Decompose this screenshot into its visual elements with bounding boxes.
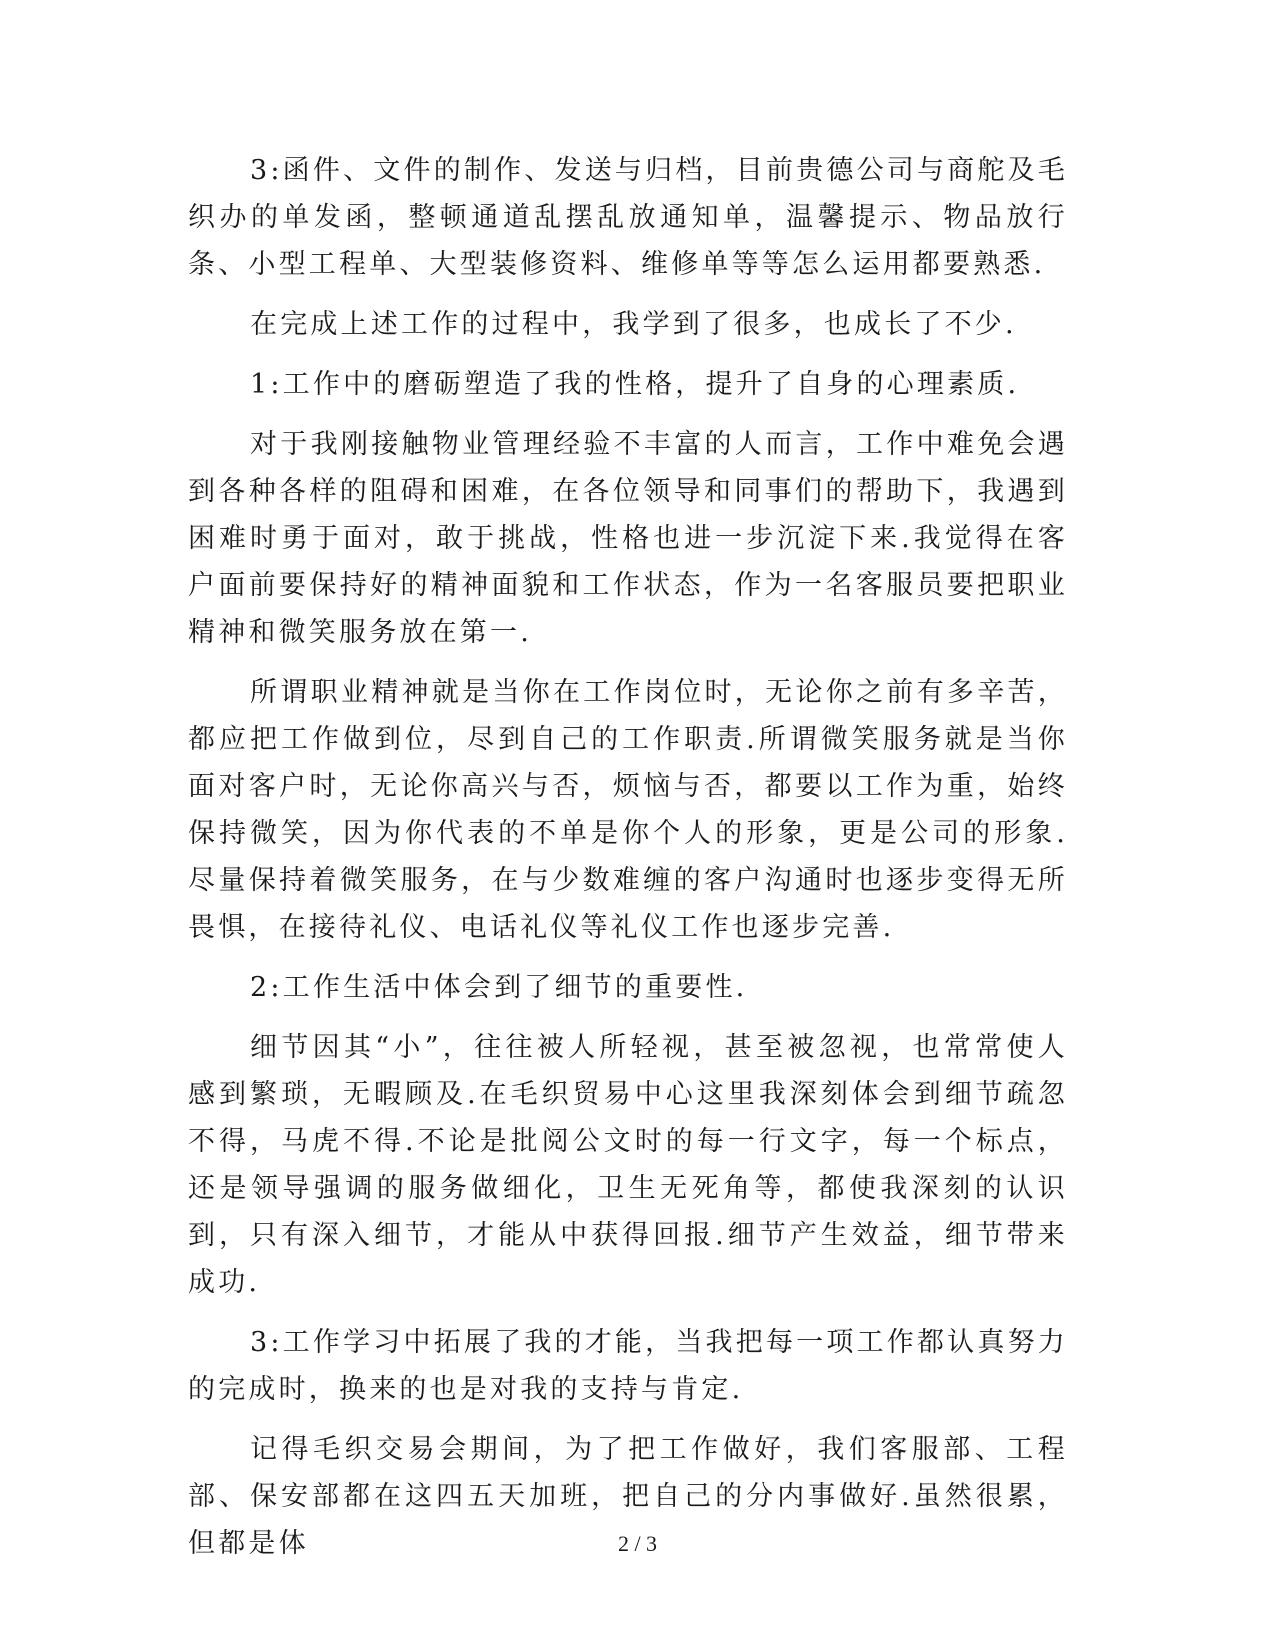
paragraph-5: 所谓职业精神就是当你在工作岗位时，无论你之前有多辛苦，都应把工作做到位，尽到自己的工作职责.所谓微笑服务就是当你面对客户时，无论你高兴与否，烦恼与否，都要以工作为重，始终保持微笑，因为你代表的不单是你个人的形象，更是公司的形象.尽量保持着微笑服务，在与少数难缠的客户沟通时也逐步变得无所畏惧，在接待礼仪、电话礼仪等礼仪工作也逐步完善. [188, 677, 1068, 943]
document-body [188, 147, 1068, 1580]
paragraph-8: 3:工作学习中拓展了我的才能，当我把每一项工作都认真努力的完成时，换来的也是对我的支持与肯定. [188, 1327, 1068, 1405]
paragraph-7: 细节因其“小”，往往被人所轻视，甚至被忽视，也常常使人感到繁琐，无暇顾及.在毛织贸易中心这里我深刻体会到细节疏忽不得，马虎不得.不论是批阅公文时的每一行文字，每一个标点，还是领导强调的服务做细化，卫生无死角等，都使我深刻的认识到，只有深入细节，才能从中获得回报.细节产生效益，细节带来成功. [188, 1032, 1068, 1298]
paragraph-9: 记得毛织交易会期间，为了把工作做好，我们客服部、工程部、保安部都在这四五天加班，把自己的分内事做好.虽然很累，但都是体 [188, 1434, 1068, 1559]
paragraph-2: 在完成上述工作的过程中，我学到了很多，也成长了不少. [250, 309, 1017, 340]
paragraph-4: 对于我刚接触物业管理经验不丰富的人而言，工作中难免会遇到各种各样的阻碍和困难，在各位领导和同事们的帮助下，我遇到困难时勇于面对，敢于挑战，性格也进一步沉淀下来.我觉得在客户面前要保持好的精神面貌和工作状态，作为一名客服员要把职业精神和微笑服务放在第一. [188, 429, 1068, 648]
page-number: 2 / 3 [617, 1531, 658, 1556]
paragraph-3: 1:工作中的磨砺塑造了我的性格，提升了自身的心理素质. [250, 369, 1020, 400]
paragraph-6: 2:工作生活中体会到了细节的重要性. [250, 972, 748, 1003]
paragraph-1: 3:函件、文件的制作、发送与归档，目前贵德公司与商舵及毛织办的单发函，整顿通道乱摆乱放通知单，温馨提示、物品放行条、小型工程单、大型装修资料、维修单等等怎么运用都要熟悉. [188, 155, 1068, 280]
